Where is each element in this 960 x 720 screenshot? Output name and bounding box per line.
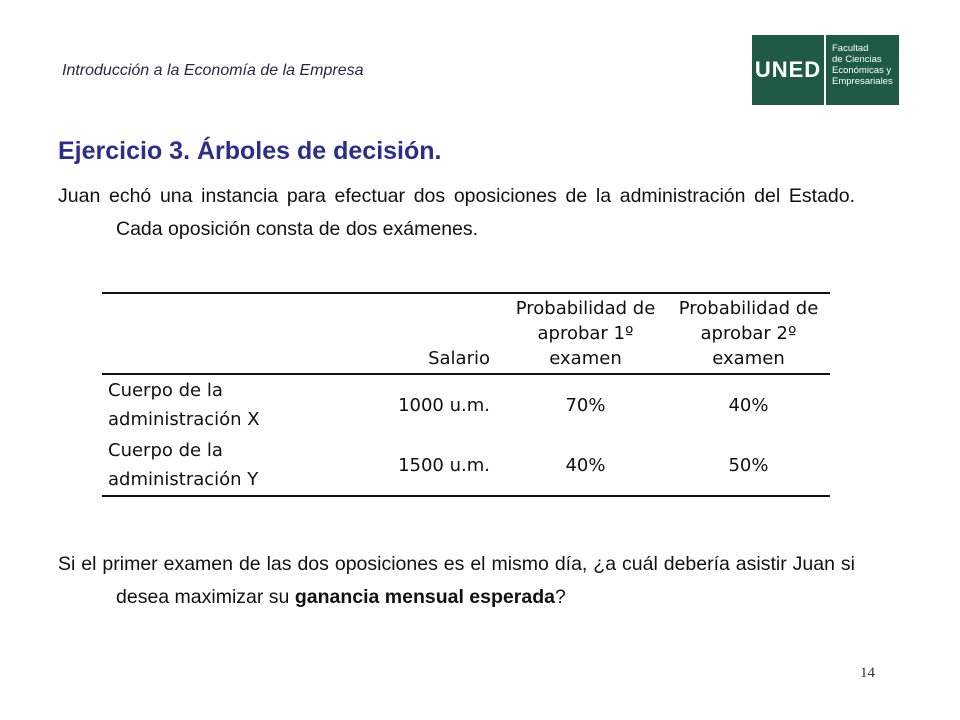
- page-number: 14: [860, 665, 875, 681]
- options-table: [102, 292, 830, 497]
- row-salary: 1000 u.m.: [398, 394, 490, 416]
- faculty-line: Empresariales: [832, 76, 893, 87]
- faculty-name: [826, 35, 899, 105]
- row-prob2: 50%: [667, 435, 830, 496]
- table-header-row: [102, 293, 830, 374]
- row-option: Cuerpo de la administración X: [108, 380, 260, 430]
- table-row: [102, 374, 830, 435]
- table-header-prob1: Probabilidad de aprobar 1º examen: [504, 293, 667, 374]
- exercise-intro: Juan echó una instancia para efectuar dos oposiciones de la administración del Estado. Cada oposición consta de dos exámenes.: [58, 185, 855, 240]
- row-prob1: 70%: [565, 394, 606, 416]
- question-end: ?: [554, 586, 566, 608]
- question-emphasis: ganancia mensual esperada: [294, 586, 555, 608]
- exercise-title: Ejercicio 3. Árboles de decisión.: [58, 137, 442, 165]
- faculty-line: de Ciencias: [832, 54, 882, 65]
- table-header-empty: [102, 293, 344, 374]
- row-prob1: 40%: [504, 435, 667, 496]
- faculty-line: Económicas y: [832, 65, 892, 76]
- logo-mark: UNED: [752, 35, 826, 105]
- row-option: Cuerpo de la administración Y: [102, 435, 344, 496]
- question-text: Si el primer examen de las dos oposiciones es el mismo día, ¿a cuál debería asistir Juan si desea maximizar su: [58, 553, 855, 608]
- row-salary: 1500 u.m.: [344, 435, 504, 496]
- uned-logo: [752, 35, 899, 105]
- faculty-line: Facultad: [832, 43, 869, 54]
- exercise-question: [58, 548, 855, 614]
- row-prob2: 40%: [728, 394, 769, 416]
- table-row: [102, 435, 830, 496]
- course-title: Introducción a la Economía de la Empresa: [62, 62, 364, 79]
- table-header-prob2: Probabilidad de aprobar 2º examen: [667, 293, 830, 374]
- table-header-salary: Salario: [344, 293, 504, 374]
